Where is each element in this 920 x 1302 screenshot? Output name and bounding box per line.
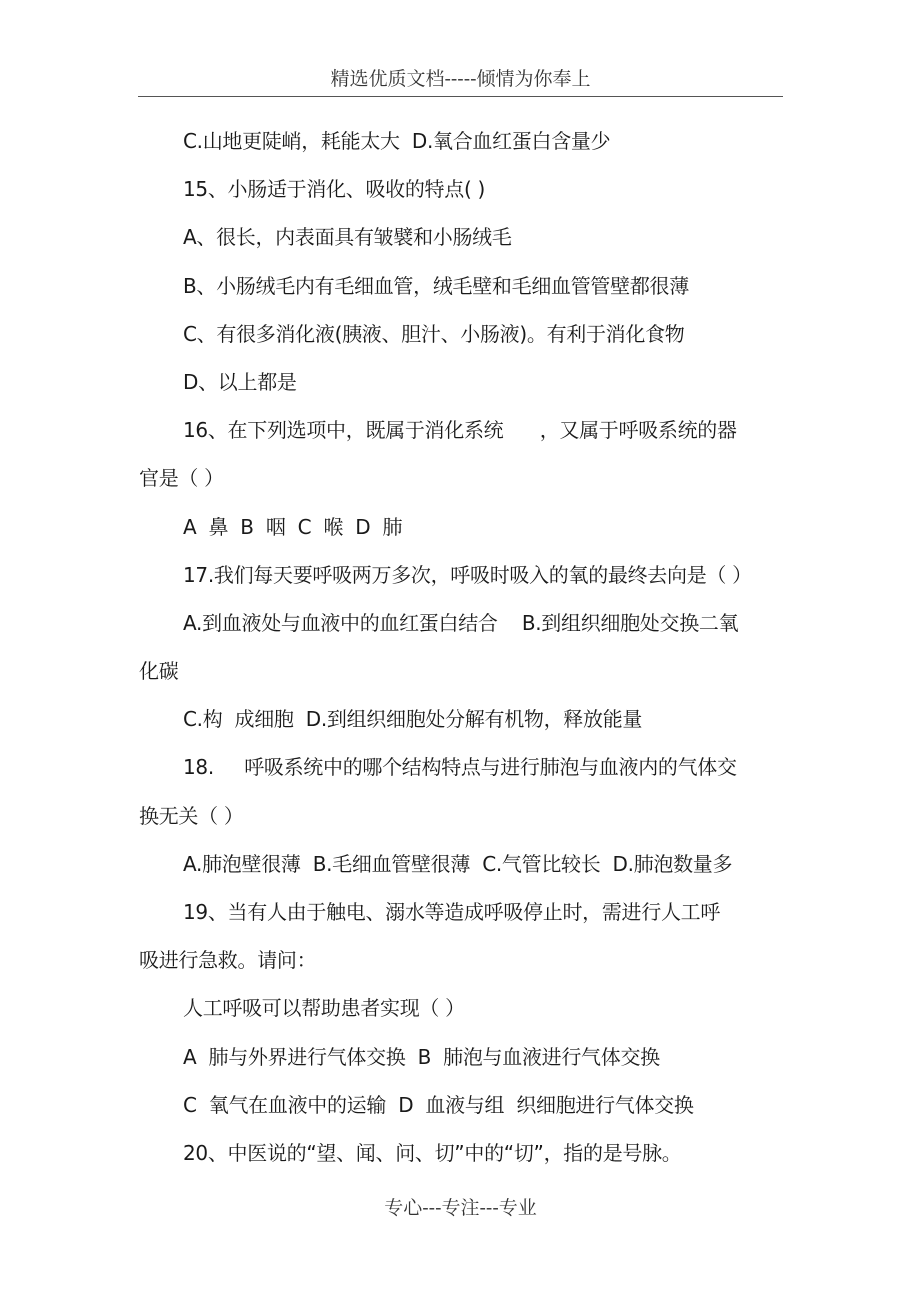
options-17-cd: C.构 成细胞 D.到组织细胞处分解有机物，释放能量 [183, 707, 643, 732]
page-footer: 专心---专注---专业 [384, 1197, 537, 1219]
question-19-prompt: 人工呼吸可以帮助患者实现（ ） [183, 996, 465, 1021]
options-18: A.肺泡壁很薄 B.毛细血管壁很薄 C.气管比较长 D.肺泡数量多 [183, 851, 733, 876]
question-16-cont: 官是（ ） [139, 466, 224, 491]
question-18: 18. 呼吸系统中的哪个结构特点与进行肺泡与血液内的气体交 [183, 755, 737, 780]
options-19-cd: C 氧气在血液中的运输 D 血液与组 织细胞进行气体交换 [183, 1092, 694, 1117]
option-15-a: A、很长，内表面具有皱襞和小肠绒毛 [183, 225, 512, 250]
options-17-ab: A.到血液处与血液中的血红蛋白结合 B.到组织细胞处交换二氧 [183, 610, 739, 635]
question-15: 15、小肠适于消化、吸收的特点( ) [183, 177, 486, 202]
question-16: 16、在下列选项中，既属于消化系统 ，又属于呼吸系统的器 [183, 418, 737, 443]
options-17-ab-cont: 化碳 [139, 659, 179, 684]
page-header: 精选优质文档-----倾情为你奉上 [330, 68, 591, 90]
question-19-cont: 吸进行急救。请问： [139, 948, 317, 973]
document-body [139, 117, 784, 1177]
option-15-b: B、小肠绒毛内有毛细血管，绒毛壁和毛细血管管壁都很薄 [183, 273, 689, 298]
question-17: 17.我们每天要呼吸两万多次，呼吸时吸入的氧的最终去向是（ ） [183, 562, 752, 587]
option-15-c: C、有很多消化液(胰液、胆汁、小肠液)。有利于消化食物 [183, 321, 685, 346]
question-20: 20、中医说的“望、闻、问、切”中的“切”，指的是号脉。 [183, 1140, 682, 1165]
question-19: 19、当有人由于触电、溺水等造成呼吸停止时，需进行人工呼 [183, 900, 721, 924]
header-rule [138, 96, 783, 97]
options-19-ab: A 肺与外界进行气体交换 B 肺泡与血液进行气体交换 [183, 1044, 660, 1069]
options-16: A 鼻 B 咽 C 喉 D 肺 [183, 514, 403, 539]
option-15-d: D、以上都是 [183, 369, 297, 394]
question-18-cont: 换无关（ ） [139, 803, 244, 828]
text-line-1: C.山地更陡峭，耗能太大 D.氧合血红蛋白含量少 [183, 129, 611, 153]
